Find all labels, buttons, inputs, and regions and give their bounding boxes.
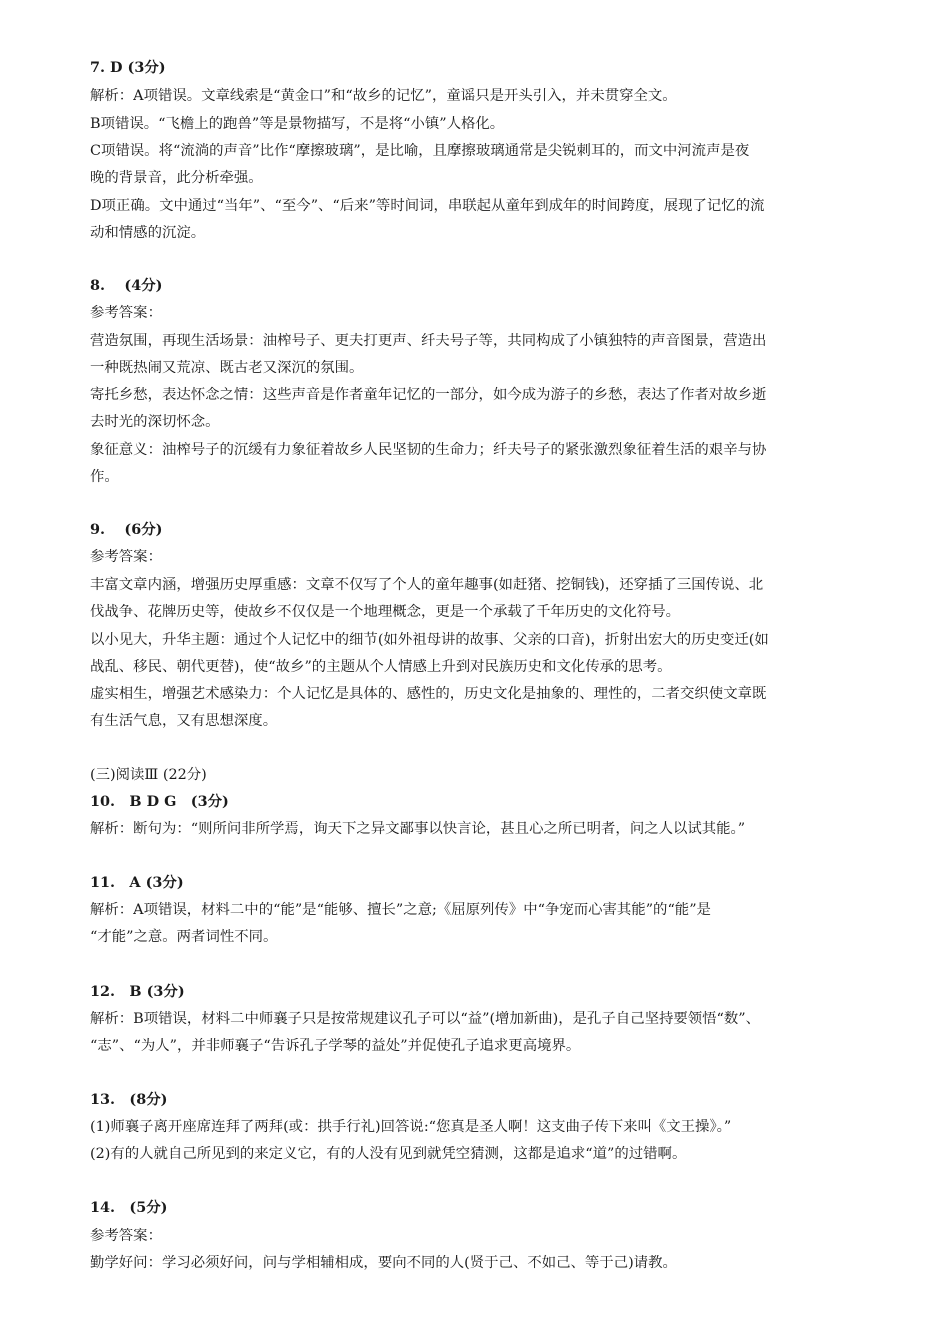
q8-point2-line2: 去时光的深切怀念。 [90, 414, 220, 430]
q9-heading: 9. (6分) [90, 521, 163, 538]
q8-point3-line1: 象征意义：油榨号子的沉缓有力象征着故乡人民坚韧的生命力；纤夫号子的紧张激烈象征着生活的艰辛与协 [90, 442, 767, 458]
q13-translation-2: (2)有的人就自己所见到的来定义它，有的人没有见到就凭空猜测，这都是追求“道”的过错啊。 [90, 1146, 687, 1162]
q12-heading: 12. B (3分) [90, 983, 185, 1000]
q7-analysis-c-line1: C项错误。将“流淌的声音”比作“摩擦玻璃”，是比喻，且摩擦玻璃通常是尖锐刺耳的，而文中河流声是夜 [90, 143, 750, 159]
q9-point1-line2: 伐战争、花牌历史等，使故乡不仅仅是一个地理概念，更是一个承载了千年历史的文化符号。 [90, 604, 681, 620]
q12-analysis-line1: 解析：B项错误，材料二中师襄子只是按常规建议孔子可以“益”(增加新曲)，是孔子自己坚持要领悟“数”、 [90, 1011, 761, 1027]
q10-heading: 10. B D G (3分) [90, 793, 229, 810]
q10-analysis: 解析：断句为：“则所问非所学焉，询天下之异文鄙事以快言论，甚且心之所已明者，问之人以试其能。” [90, 821, 746, 837]
q8-point3-line2: 作。 [90, 469, 119, 485]
q8-reference-label: 参考答案： [90, 305, 162, 321]
q8-point2-line1: 寄托乡愁，表达怀念之情：这些声音是作者童年记忆的一部分，如今成为游子的乡愁，表达了作者对故乡逝 [90, 387, 767, 403]
q14-reference-label: 参考答案： [90, 1228, 162, 1244]
q11-analysis-line1: 解析：A项错误，材料二中的“能”是“能够、擅长”之意;《屈原列传》中“争宠而心害其能”的“能”是 [90, 902, 711, 918]
q11-analysis-line2: “才能”之意。两者词性不同。 [90, 929, 278, 945]
q7-analysis-d-line2: 动和情感的沉淀。 [90, 225, 206, 241]
q7-heading: 7. D (3分) [90, 59, 166, 76]
q8-point1-line1: 营造氛围，再现生活场景：油榨号子、更夫打更声、纤夫号子等，共同构成了小镇独特的声音图景，营造出 [90, 333, 767, 349]
q8-heading: 8. (4分) [90, 277, 163, 294]
q7-analysis-a: 解析：A项错误。文章线索是“黄金口”和“故乡的记忆”，童谣只是开头引入，并未贯穿全文。 [90, 88, 677, 104]
q14-heading: 14. (5分) [90, 1199, 168, 1216]
q9-point3-line2: 有生活气息，又有思想深度。 [90, 713, 278, 729]
q9-point1-line1: 丰富文章内涵，增强历史厚重感：文章不仅写了个人的童年趣事(如赶猪、挖铜钱)，还穿插了三国传说、北 [90, 577, 764, 593]
q11-heading: 11. A (3分) [90, 874, 184, 891]
q9-reference-label: 参考答案： [90, 549, 162, 565]
q9-point2-line1: 以小见大，升华主题：通过个人记忆中的细节(如外祖母讲的故事、父亲的口音)，折射出宏大的历史变迁(如 [90, 632, 769, 648]
q7-analysis-b: B项错误。“飞檐上的跑兽”等是景物描写，不是将“小镇”人格化。 [90, 116, 505, 132]
q12-analysis-line2: “志”、“为人”，并非师襄子“告诉孔子学琴的益处”并促使孔子追求更高境界。 [90, 1038, 581, 1054]
q8-point1-line2: 一种既热闹又荒凉、既古老又深沉的氛围。 [90, 360, 364, 376]
q9-point3-line1: 虚实相生，增强艺术感染力：个人记忆是具体的、感性的，历史文化是抽象的、理性的，二者交织使文章既 [90, 686, 767, 702]
q7-analysis-d-line1: D项正确。文中通过“当年”、“至今”、“后来”等时间词，串联起从童年到成年的时间跨度，展现了记忆的流 [90, 198, 765, 214]
q14-answer-line1: 勤学好问：学习必须好问，问与学相辅相成，要向不同的人(贤于己、不如己、等于己)请教。 [90, 1255, 677, 1271]
q9-point2-line2: 战乱、移民、朝代更替)，使“故乡”的主题从个人情感上升到对民族历史和文化传承的思考。 [90, 659, 672, 675]
q13-translation-1: (1)师襄子离开座席连拜了两拜(或：拱手行礼)回答说:“您真是圣人啊！这支曲子传下来叫《文王操》。” [90, 1119, 732, 1135]
q7-analysis-c-line2: 晚的背景音，此分析牵强。 [90, 170, 263, 186]
q13-heading: 13. (8分) [90, 1091, 168, 1108]
section-heading: (三)阅读Ⅲ (22分) [90, 767, 207, 783]
